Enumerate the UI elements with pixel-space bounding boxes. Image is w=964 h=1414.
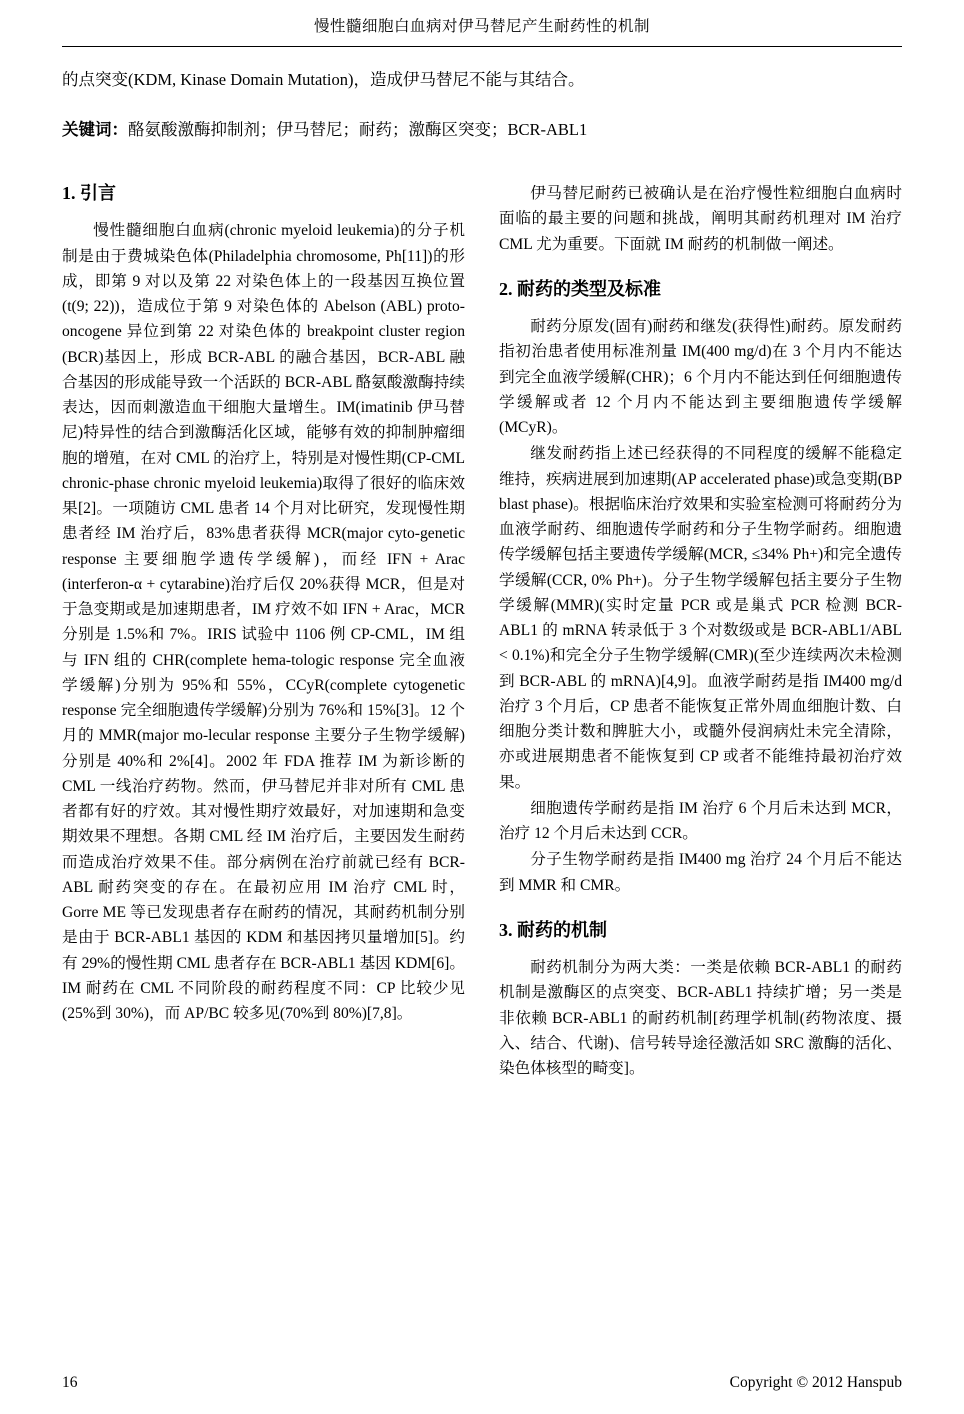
section-heading-3: 3. 耐药的机制 — [499, 919, 607, 940]
page-number: 16 — [62, 1374, 78, 1391]
top-block — [62, 67, 902, 143]
section2-paragraph-3: 细胞遗传学耐药是指 IM 治疗 6 个月后未达到 MCR，治疗 12 个月后未达到 CCR。 — [499, 799, 902, 843]
header-divider — [62, 46, 902, 47]
keywords-line — [62, 117, 902, 143]
page-footer — [62, 1374, 902, 1392]
continued-paragraph: 的点突变(KDM, Kinase Domain Mutation)，造成伊马替尼不能与其结合。 — [62, 70, 585, 89]
section2-paragraph-2: 继发耐药指上述已经获得的不同程度的缓解不能稳定维持，疾病进展到加速期(AP accelerated phase)或急变期(BP blast phase)。根据临床治疗效果和实验室检测可将耐药分为血液学耐药、细胞遗传学耐药和分子生物学耐药。细胞遗传学缓解包括主要遗传学缓解(MCR, ≤34% Ph+)和完全遗传学缓解(CCR, 0% Ph+)。分子生物学缓解包括主要分子生物学缓解(MMR)(实时定量 PCR 或是巢式 PCR 检测 BCR-ABL1 的 mRNA 转录低于 3 个对数级或是 BCR-ABL1/ABL < 0.1%)和完全分子生物学缓解(CMR)(至少连续两次未检测到 BCR-ABL 的 mRNA)[4,9]。血液学耐药是指 IM400 mg/d 治疗 3 个月后，CP 患者不能恢复正常外周血细胞计数、白细胞分类计数和脾脏大小，或髓外侵润病灶未完全清除，亦或进展期患者不能恢复到 CP 或者不能维持最初治疗效果。 — [499, 445, 902, 791]
keywords-value: 酪氨酸激酶抑制剂；伊马替尼；耐药；激酶区突变；BCR-ABL1 — [128, 120, 588, 140]
right-intro-paragraph: 伊马替尼耐药已被确认是在治疗慢性粒细胞白血病时面临的最主要的问题和挑战，阐明其耐药机理对 IM 治疗 CML 尤为重要。下面就 IM 耐药的机制做一阐述。 — [499, 185, 902, 253]
copyright-notice: Copyright © 2012 Hanspub — [729, 1374, 902, 1391]
running-head: 慢性髓细胞白血病对伊马替尼产生耐药性的机制 — [313, 18, 650, 35]
two-column-body — [62, 181, 902, 1082]
section-heading-1: 1. 引言 — [62, 183, 116, 204]
keywords-label: 关键词： — [62, 120, 128, 140]
section3-paragraph-1: 耐药机制分为两大类：一类是依赖 BCR-ABL1 的耐药机制是激酶区的点突变、BCR-ABL1 持续扩增；另一类是非依赖 BCR-ABL1 的耐药机制[药理学机制(药物浓度、摄入、结合、代谢)、信号转导途径激活如 SRC 激酶的活化、染色体核型的畸变]。 — [499, 959, 902, 1077]
section2-paragraph-1: 耐药分原发(固有)耐药和继发(获得性)耐药。原发耐药指初治患者使用标准剂量 IM(400 mg/d)在 3 个月内不能达到完全血液学缓解(CHR)；6 个月内不能达到任何细胞遗传学缓解或者 12 个月内不能达到主要细胞遗传学缓解(MCyR)。 — [499, 318, 902, 437]
section2-paragraph-4: 分子生物学耐药是指 IM400 mg 治疗 24 个月后不能达到 MMR 和 CMR。 — [499, 851, 902, 894]
section-heading-2: 2. 耐药的类型及标准 — [499, 278, 661, 299]
right-column — [499, 181, 902, 1082]
left-column — [62, 181, 465, 1082]
left-column-paragraph-1: 慢性髓细胞白血病(chronic myeloid leukemia)的分子机制是由于费城染色体(Philadelphia chromosome, Ph[11])的形成，即第 9 对以及第 22 对染色体上的一段基因互换位置(t(9; 22))，造成位于第 9 对染色体的 Abelson (ABL) proto-oncogene 异位到第 22 对染色体的 breakpoint cluster region (BCR)基因上，形成 BCR-ABL 的融合基因，BCR-ABL 融合基因的形成能导致一个活跃的 BCR-ABL 酪氨酸激酶持续表达，因而刺激造血干细胞大量增生。IM(imatinib 伊马替尼)特异性的结合到激酶活化区域，能够有效的抑制肿瘤细胞的增殖，在对 CML 的治疗上，特别是对慢性期(CP-CML chronic-phase chronic myeloid leukemia)取得了很好的临床效果[2]。一项随访 CML 患者 14 个月对比研究，发现慢性期患者经 IM 治疗后，83%患者获得 MCR(major cyto-genetic response 主要细胞学遗传学缓解)，而经 IFN + Arac (interferon-α + cytarabine)治疗后仅 20%获得 MCR，但是对于急变期或是加速期患者，IM 疗效不如 IFN + Arac，MCR 分别是 1.5%和 7%。IRIS 试验中 1106 例 CP-CML，IM 组与 IFN 组的 CHR(complete hema-tologic response 完全血液学缓解)分别为 95%和 55%，CCyR(complete cytogenetic response 完全细胞遗传学缓解)分别为 76%和 15%[3]。12 个月的 MMR(major mo-lecular response 主要分子生物学缓解)分别是 40%和 2%[4]。2002 年 FDA 推荐 IM 为新诊断的 CML 一线治疗药物。然而，伊马替尼并非对所有 CML 患者都有好的疗效。其对慢性期疗效最好，对加速期和急变期效果不理想。各期 CML 经 IM 治疗后，主要因发生耐药而造成治疗效果不佳。部分病例在治疗前就已经有 BCR-ABL 耐药突变的存在。在最初应用 IM 治疗 CML 时，Gorre ME 等已发现患者存在耐药的情况，其耐药机制分别是由于 BCR-ABL1 基因的 KDM 和基因拷贝量增加[5]。约有 29%的慢性期 CML 患者存在 BCR-ABL1 基因 KDM[6]。IM 耐药在 CML 不同阶段的耐药程度不同：CP 比较少见(25%到 30%)，而 AP/BC 较多见(70%到 80%)[7,8]。 — [62, 222, 466, 1023]
